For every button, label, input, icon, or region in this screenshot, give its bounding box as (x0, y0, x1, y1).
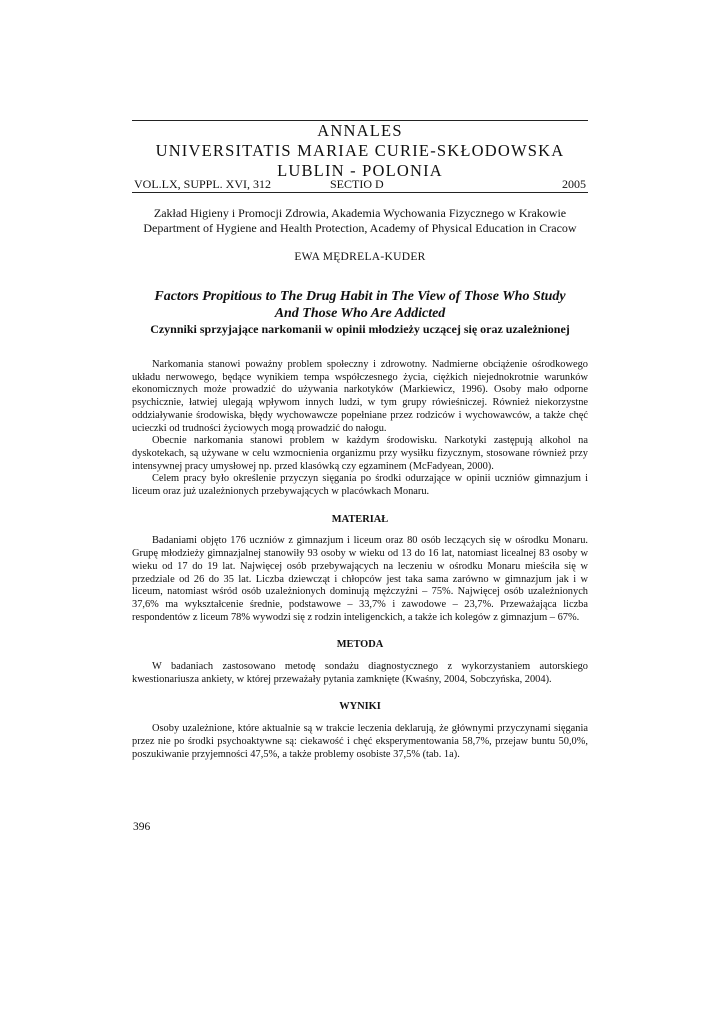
title-english-line-1: Factors Propitious to The Drug Habit in The View of Those Who Study (154, 289, 566, 304)
affiliation-english: Department of Hygiene and Health Protection, Academy of Physical Education in Cracow (143, 221, 577, 235)
article-title-english (132, 288, 588, 322)
journal-title (132, 121, 588, 181)
material-paragraph: Badaniami objęto 176 uczniów z gimnazjum i liceum oraz 80 osób leczących się w ośrodku Monaru. Grupę młodzieży gimnazjalnej stanowiły 93 osoby w wieku od 13 do 16 lat, natomiast licealnej 83 osoby w wieku od 17 do 19 lat. Najwięcej osób przebywających na leczeniu w ośrodku Monaru mieściła się w przedziale od 26 do 35 lat. Liczba dziewcząt i chłopców jest taka sama zarówno w gimnazjum jak i w liceum, natomiast wśród osób uzależnionych dominują mężczyźni – 75%. Najwięcej osób uzależnionych 37,6% ma wykształcenie średnie, podstawowe – 33,7% i zawodowe – 23,7%. Przeważająca liczba respondentów z liceum 78% wywodzi się z rodzin inteligenckich, a także ich kolegów z gimnazjum – 67%. (132, 535, 588, 623)
title-english-line-2: And Those Who Are Addicted (274, 306, 446, 321)
section-heading-material: MATERIAŁ (331, 513, 389, 525)
section-info: SECTIO D (330, 177, 384, 191)
journal-line-2: UNIVERSITATIS MARIAE CURIE-SKŁODOWSKA (155, 141, 565, 160)
volume-info: VOL.LX, SUPPL. XVI, 312 (134, 177, 272, 191)
header-bottom-rule (132, 192, 588, 193)
affiliation-polish: Zakład Higieny i Promocji Zdrowia, Akademia Wychowania Fizycznego w Krakowie (153, 206, 567, 220)
section-heading-wyniki: WYNIKI (339, 701, 381, 713)
journal-line-3: LUBLIN - POLONIA (277, 161, 443, 180)
affiliation (132, 206, 588, 236)
article-body (132, 359, 588, 761)
article-title-polish: Czynniki sprzyjające narkomanii w opinii młodzieży uczącej się oraz uzależnionej (150, 322, 570, 336)
intro-paragraph-3: Celem pracy było określenie przyczyn sięgania po środki odurzające w opinii uczniów gimnazjum i liceum oraz już uzależnionych przebywających w placówkach Monaru. (132, 473, 588, 498)
intro-paragraph-1: Narkomania stanowi poważny problem społeczny i zdrowotny. Nadmierne obciążenie ośrodkowego układu nerwowego, będące wynikiem tempa współczesnego życia, ciężkich niejednokrotnie warunków ekonomicznych może prowadzić do używania narkotyków (Markiewicz, 1996). Osoby mało odporne psychicznie, łatwiej ulegają wpływom innych ludzi, w tym grupy rówieśniczej. Również niekorzystne oddziaływanie środowiska, błędy wychowawcze popełniane przez rodziców i wychowawców, a także chęć ucieczki od trudności życiowych mogą prowadzić do nałogu. (132, 359, 588, 434)
section-heading-metoda: METODA (336, 639, 384, 651)
intro-paragraph-2: Obecnie narkomania stanowi problem w każdym środowisku. Narkotyki zastępują alkohol na dyskotekach, są używane w celu wzmocnienia organizmu przy wysiłku fizycznym, stosowane również przy intensywnej pracy umysłowej np. przed klasówką czy egzaminem (McFadyean, 2000). (132, 435, 588, 472)
year-info: 2005 (562, 177, 586, 191)
wyniki-paragraph: Osoby uzależnione, które aktualnie są w trakcie leczenia deklarują, że głównymi przyczynami sięgania przez nie po środki psychoaktywne są: ciekawość i chęć eksperymentowania 58,7%, przejaw buntu 50,0%, poszukiwanie przyjemności 47,5%, a także problemy osobiste 37,5% (tab. 1a). (132, 723, 588, 760)
page-number: 396 (133, 821, 151, 833)
journal-line-1: ANNALES (317, 121, 403, 140)
metoda-paragraph: W badaniach zastosowano metodę sondażu diagnostycznego z wykorzystaniem autorskiego kwestionariusza ankiety, w której przeważały pytania zamknięte (Kwaśny, 2004, Sobczyńska, 2004). (132, 661, 588, 685)
author-name: EWA MĘDRELA-KUDER (294, 251, 426, 263)
